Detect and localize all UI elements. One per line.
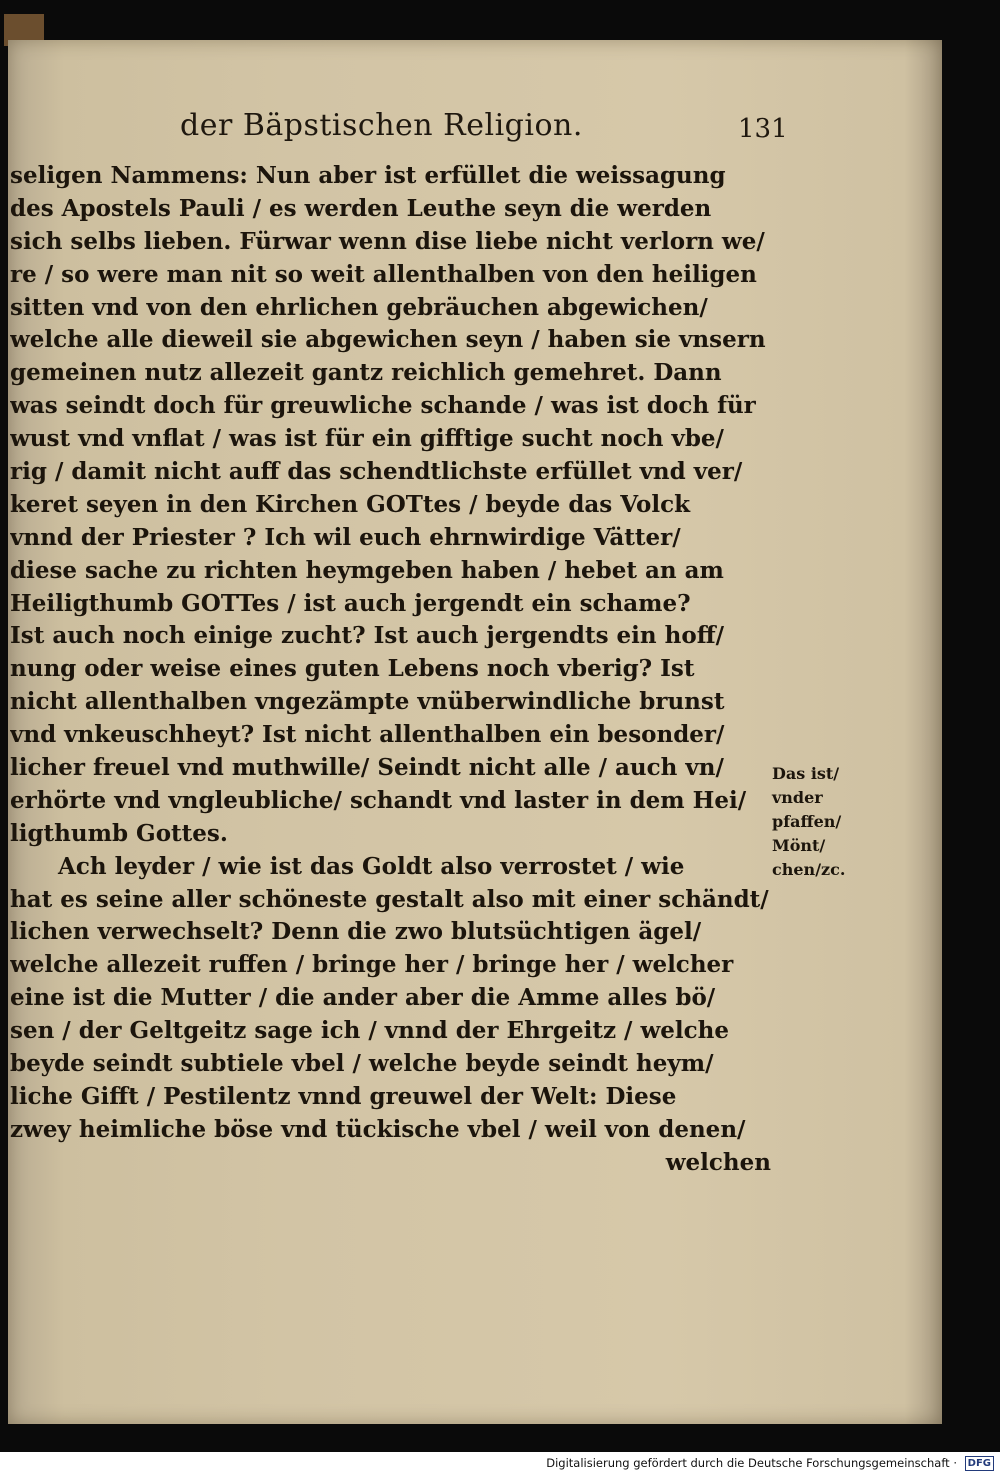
folio-number: 131 <box>738 114 788 144</box>
text-line: eine ist die Mutter / die ander aber die Amme alles bö/ <box>10 984 716 1012</box>
text-line: vnnd der Priester ? Ich wil euch ehrnwirdige Vätter/ <box>10 523 681 551</box>
text-line: ligthumb Gottes. <box>10 819 228 847</box>
paragraph-2-first-line: Ach leyder / wie ist das Goldt also verrostet / wie <box>58 852 685 880</box>
text-line: nicht allenthalben vngezämpte vnüberwindliche brunst <box>10 688 725 716</box>
text-line: keret seyen in den Kirchen GOTtes / beyde das Volck <box>10 490 691 518</box>
text-line: welche alle dieweil sie abgewichen seyn / haben sie vnsern <box>10 326 766 354</box>
marginal-note-line: pfaffen/ <box>772 812 842 831</box>
text-line: lichen verwechselt? Denn die zwo blutsüchtigen ägel/ <box>10 918 702 946</box>
credit-text: Digitalisierung gefördert durch die Deutsche Forschungsgemeinschaft · <box>546 1456 957 1470</box>
text-line: licher freuel vnd muthwille/ Seindt nicht alle / auch vn/ <box>10 754 724 782</box>
text-line: Ist auch noch einige zucht? Ist auch jergendts ein hoff/ <box>10 622 724 650</box>
marginal-note-line: Mönt/ <box>772 836 826 855</box>
main-text-block <box>10 160 785 1180</box>
text-line: vnd vnkeuschheyt? Ist nicht allenthalben ein besonder/ <box>10 721 725 749</box>
text-line: sitten vnd von den ehrlichen gebräuchen abgewichen/ <box>10 293 708 321</box>
marginal-note <box>772 762 882 882</box>
text-line: diese sache zu richten heymgeben haben / hebet an am <box>10 556 724 584</box>
text-line: nung oder weise eines guten Lebens noch vberig? Ist <box>10 655 695 683</box>
text-line: des Apostels Pauli / es werden Leuthe seyn die werden <box>10 194 712 222</box>
text-line: was seindt doch für greuwliche schande / was ist doch für <box>10 392 756 420</box>
text-line: wust vnd vnflat / was ist für ein gifftige sucht noch vbe/ <box>10 425 724 453</box>
text-line: rig / damit nicht auff das schendtlichste erfüllet vnd ver/ <box>10 458 743 486</box>
marginal-note-line: chen/zc. <box>772 860 846 879</box>
marginal-note-line: vnder <box>772 788 823 807</box>
digitization-credit <box>546 1453 994 1473</box>
text-line: liche Gifft / Pestilentz vnnd greuwel der Welt: Diese <box>10 1082 677 1110</box>
text-line: sen / der Geltgeitz sage ich / vnnd der Ehrgeitz / welche <box>10 1017 729 1045</box>
text-line: welche allezeit ruffen / bringe her / bringe her / welcher <box>10 951 734 979</box>
dfg-logo-icon: DFG <box>965 1456 994 1471</box>
text-line: re / so were man nit so weit allenthalben von den heiligen <box>10 260 757 288</box>
marginal-note-line: Das ist/ <box>772 764 840 783</box>
text-line: sich selbs lieben. Fürwar wenn dise liebe nicht verlorn we/ <box>10 227 765 255</box>
text-line: Heiligthumb GOTTes / ist auch jergendt ein schame? <box>10 589 691 617</box>
catchword: welchen <box>665 1148 771 1176</box>
text-line: seligen Nammens: Nun aber ist erfüllet die weissagung <box>10 162 726 189</box>
text-line: zwey heimliche böse vnd tückische vbel / weil von denen/ <box>10 1115 746 1143</box>
text-line: beyde seindt subtiele vbel / welche beyde seindt heym/ <box>10 1050 714 1078</box>
running-head: der Bäpstischen Religion. <box>180 108 583 143</box>
text-line: erhörte vnd vngleubliche/ schandt vnd laster in dem Hei/ <box>10 786 747 814</box>
text-line: hat es seine aller schöneste gestalt also mit einer schändt/ <box>10 885 769 913</box>
text-line: gemeinen nutz allezeit gantz reichlich gemehret. Dann <box>10 359 722 387</box>
